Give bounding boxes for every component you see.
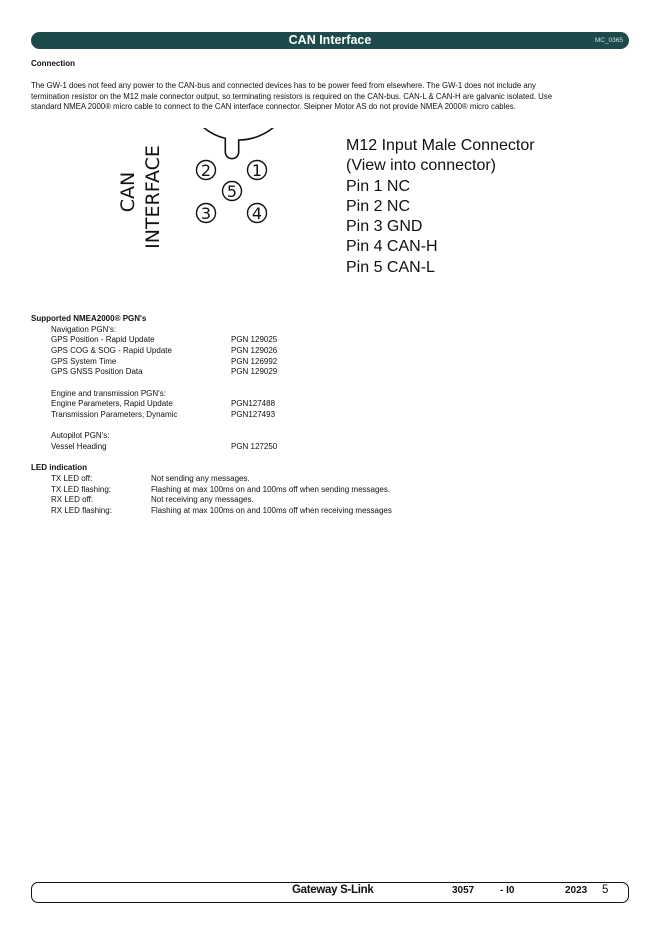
footer-product-title: Gateway S-Link — [292, 884, 374, 896]
svg-text:2: 2 — [200, 161, 212, 180]
document-code: MC_0365 — [594, 37, 623, 44]
pin-2 — [197, 161, 216, 181]
led-description: Not receiving any messages. — [151, 495, 254, 504]
connector-view-note: (View into connector) — [346, 157, 496, 175]
pgn-group-title: Autopilot PGN's: — [51, 431, 110, 440]
connector-title: M12 Input Male Connector — [346, 137, 535, 154]
led-description: Not sending any messages. — [151, 474, 250, 483]
pgn-number: PGN 129029 — [231, 367, 278, 376]
pin-5 — [223, 182, 242, 202]
pin-3 — [197, 204, 216, 224]
led-state: RX LED off: — [51, 495, 94, 504]
led-state: TX LED off: — [51, 474, 93, 483]
footer-doc-number: 3057 — [452, 885, 475, 896]
m12-connector-diagram — [110, 128, 290, 268]
led-heading: LED indication — [31, 463, 87, 472]
can-label: CAN — [117, 171, 139, 213]
pin-4 — [248, 204, 267, 224]
pin-5-label: Pin 5 CAN-L — [346, 258, 435, 276]
led-state: TX LED flashing: — [51, 485, 112, 494]
connection-intro — [31, 81, 631, 113]
pgn-number: PGN 129025 — [231, 335, 278, 344]
footer-year: 2023 — [565, 885, 588, 896]
header-bar — [31, 32, 629, 49]
intro-line: standard NMEA 2000® micro cable to connect to the CAN interface connector. Sleipner Motor AS do not provide NMEA 2000® micro cables. — [31, 102, 516, 111]
led-state: RX LED flashing: — [51, 506, 112, 515]
pgn-number: PGN127493 — [231, 410, 276, 419]
svg-text:3: 3 — [200, 204, 212, 223]
pgn-group-title: Engine and transmission PGN's: — [51, 389, 166, 398]
intro-line: termination resistor on the M12 male connector output, so terminating resistors is required on the CAN-bus. CAN-L & CAN-H are galvanic isolated. Use — [31, 91, 553, 101]
pgn-group-title: Navigation PGN's: — [51, 325, 117, 334]
pin-1 — [248, 161, 267, 181]
pin-3-label: Pin 3 GND — [346, 218, 423, 236]
pin-2-label: Pin 2 NC — [346, 197, 411, 215]
pgn-number: PGN127488 — [231, 399, 276, 408]
interface-label: INTERFACE — [142, 145, 164, 249]
connection-heading: Connection — [31, 59, 75, 68]
page-number: 5 — [602, 884, 609, 896]
pgn-name: GPS Position - Rapid Update — [51, 335, 155, 344]
pgn-name: GPS COG & SOG - Rapid Update — [51, 346, 172, 355]
svg-text:1: 1 — [251, 161, 263, 180]
pgn-name: GPS System Time — [51, 357, 117, 366]
led-description: Flashing at max 100ms on and 100ms off when sending messages. — [151, 485, 391, 494]
pgn-name: GPS GNSS Position Data — [51, 367, 143, 376]
pgn-number: PGN 129026 — [231, 346, 278, 355]
pin-4-label: Pin 4 CAN-H — [346, 238, 438, 256]
pgn-name: Transmission Parameters, Dynamic — [51, 410, 178, 419]
led-description: Flashing at max 100ms on and 100ms off when receiving messages — [151, 506, 392, 515]
connector-body — [183, 128, 290, 159]
svg-text:4: 4 — [251, 204, 263, 223]
pgn-name: Vessel Heading — [51, 442, 107, 451]
footer-revision: - I0 — [500, 885, 515, 896]
pin-1-label: Pin 1 NC — [346, 177, 411, 195]
pgn-number: PGN 126992 — [231, 357, 278, 366]
page-title: CAN Interface — [288, 33, 372, 47]
svg-text:5: 5 — [226, 182, 238, 201]
pgn-name: Engine Parameters, Rapid Update — [51, 399, 173, 408]
intro-line: The GW-1 does not feed any power to the CAN-bus and connected devices has to be power feed from elsewhere. The GW-1 does not include any — [31, 81, 536, 90]
connector-pinout — [346, 136, 535, 278]
pgn-number: PGN 127250 — [231, 442, 278, 451]
pgn-heading: Supported NMEA2000® PGN's — [31, 314, 147, 323]
